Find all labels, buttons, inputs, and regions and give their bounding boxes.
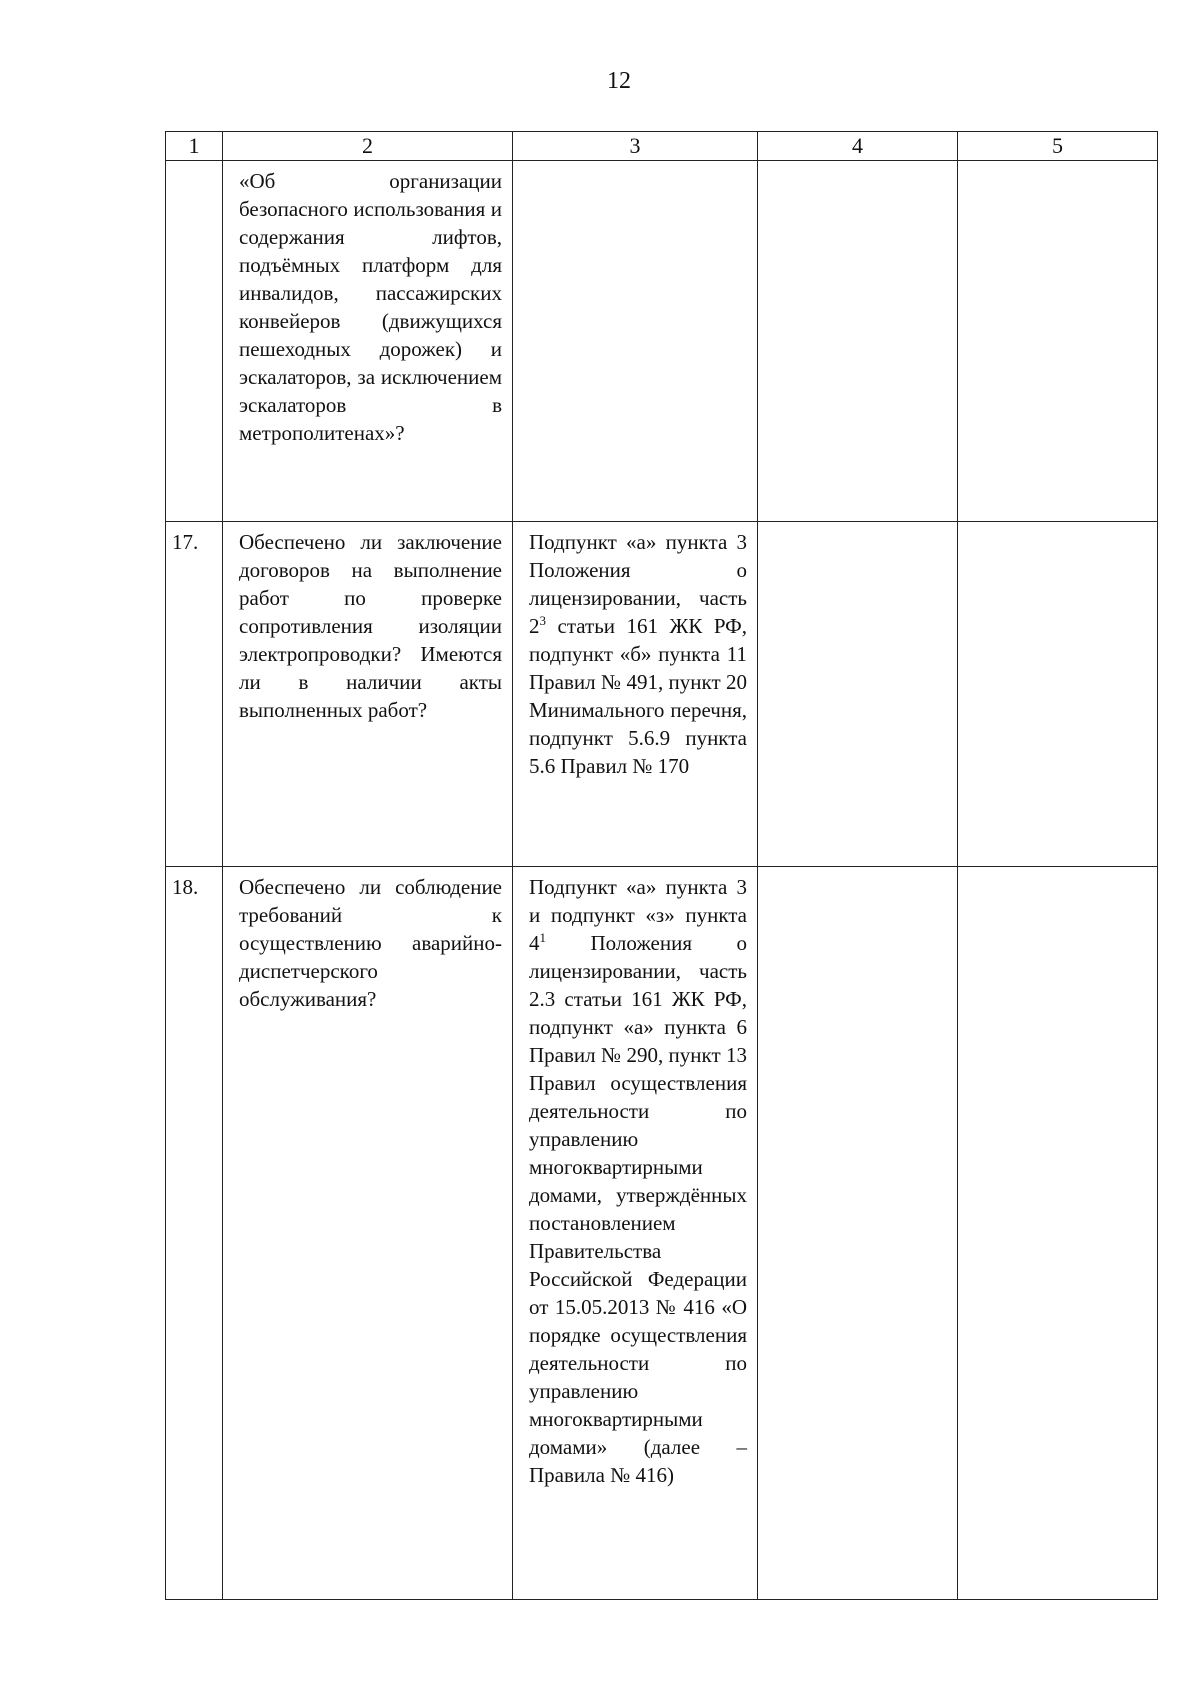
legal-basis — [513, 522, 758, 867]
header-col-5: 5 — [958, 132, 1158, 161]
legal-basis-text-cont: статьи 161 ЖК РФ, подпункт «б» пункта 11 Правил № 491, пункт 20 Минимального перечня, подпункт 5.6.9 пункта 5.6 Правил № 170 — [529, 614, 747, 778]
table-row — [166, 161, 1158, 522]
table-row — [166, 867, 1158, 1600]
requirement-question: «Об организации безопасного использования и содержания лифтов, подъёмных платформ для инвалидов, пассажирских конвейеров (движущихся пешеходных дорожек) и эскалаторов, за исключением эскалаторов в метрополитенах»? — [223, 161, 513, 522]
row-number — [166, 161, 223, 522]
header-col-1: 1 — [166, 132, 223, 161]
note-cell — [958, 867, 1158, 1600]
legal-basis — [513, 867, 758, 1600]
page-number: 12 — [607, 68, 631, 94]
note-cell — [958, 522, 1158, 867]
inspection-table — [165, 131, 1158, 1600]
legal-basis-text: Подпункт «а» пункта 3 Положения о лицензировании, часть 2 — [529, 530, 747, 638]
answer-cell — [758, 161, 958, 522]
superscript: 3 — [539, 613, 546, 628]
superscript: 1 — [539, 930, 546, 945]
requirement-question: Обеспечено ли соблюдение требований к осуществлению аварийно-диспетчерского обслуживания? — [223, 867, 513, 1600]
table-header-row — [166, 132, 1158, 161]
answer-cell — [758, 522, 958, 867]
note-cell — [958, 161, 1158, 522]
legal-basis-text-cont: Положения о лицензировании, часть 2.3 статьи 161 ЖК РФ, подпункт «а» пункта 6 Правил № 290, пункт 13 Правил осуществления деятельности по управлению многоквартирными домами, утверждённых постановлением Правительства Российской Федерации от 15.05.2013 № 416 «О порядке осуществления деятельности по управлению многоквартирными домами» (далее – Правила № 416) — [529, 931, 747, 1487]
table-row — [166, 522, 1158, 867]
row-number: 18. — [166, 867, 223, 1600]
legal-basis-text: Подпункт «а» пункта 3 и подпункт «з» пункта 4 — [529, 875, 747, 955]
row-number: 17. — [166, 522, 223, 867]
header-col-4: 4 — [758, 132, 958, 161]
requirement-question: Обеспечено ли заключение договоров на выполнение работ по проверке сопротивления изоляции электропроводки? Имеются ли в наличии акты выполненных работ? — [223, 522, 513, 867]
header-col-3: 3 — [513, 132, 758, 161]
header-col-2: 2 — [223, 132, 513, 161]
legal-basis — [513, 161, 758, 522]
answer-cell — [758, 867, 958, 1600]
